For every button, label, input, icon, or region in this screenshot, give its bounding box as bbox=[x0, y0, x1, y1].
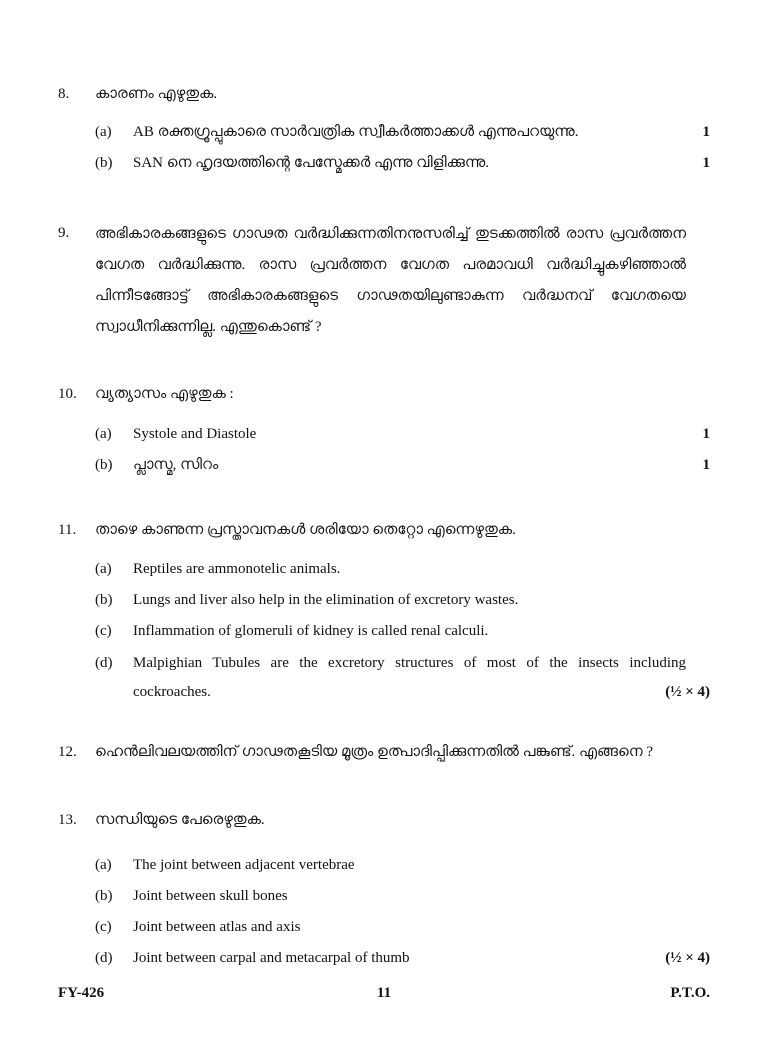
sub-question bbox=[58, 554, 710, 585]
sub-text: SAN നെ ഹൃദയത്തിന്റെ പേസ്മേക്കർ എന്നു വിളിക്കുന്നു. bbox=[133, 155, 490, 171]
question-text: കാരണം എഴുതുക. bbox=[95, 86, 218, 102]
sub-text: AB രക്തഗ്രൂപ്പുകാരെ സാർവത്രിക സ്വീകർത്താക്കൾ എന്നുപറയുന്നു. bbox=[133, 124, 579, 140]
question-12 bbox=[58, 742, 710, 762]
sub-label: (b) bbox=[95, 888, 113, 904]
question-10 bbox=[58, 384, 710, 481]
sub-question bbox=[58, 850, 710, 881]
sub-text: Joint between skull bones bbox=[133, 888, 288, 904]
question-number: 11. bbox=[58, 522, 77, 538]
sub-text: Malpighian Tubules are the excretory structures of most of the insects including cockroaches. bbox=[133, 655, 686, 700]
sub-label: (a) bbox=[95, 561, 112, 577]
sub-label: (b) bbox=[95, 592, 113, 608]
pto-label: P.T.O. bbox=[670, 985, 710, 1001]
marks: (½ × 4) bbox=[665, 950, 710, 966]
question-number: 10. bbox=[58, 386, 77, 402]
sub-label: (d) bbox=[95, 950, 113, 966]
sub-label: (c) bbox=[95, 623, 112, 639]
question-text: ഹെൻലിവലയത്തിന് ഗാഢതകൂടിയ മൂത്രം ഉത്പാദിപ്പിക്കുന്നതിൽ പങ്കുണ്ട്. എങ്ങനെ ? bbox=[95, 744, 654, 760]
question-text: സന്ധിയുടെ പേരെഴുതുക. bbox=[95, 812, 265, 828]
page-number: 11 bbox=[376, 985, 392, 1001]
sub-question bbox=[58, 450, 710, 481]
question-13 bbox=[58, 810, 710, 974]
sub-question bbox=[58, 117, 710, 148]
question-number: 13. bbox=[58, 812, 77, 828]
question-11 bbox=[58, 520, 710, 707]
question-text: വ്യത്യാസം എഴുതുക : bbox=[95, 386, 234, 402]
sub-text: Systole and Diastole bbox=[133, 426, 257, 442]
question-8 bbox=[58, 84, 710, 179]
question-number: 8. bbox=[58, 86, 70, 102]
marks: 1 bbox=[702, 155, 710, 171]
sub-question bbox=[58, 616, 710, 647]
sub-question bbox=[58, 419, 710, 450]
sub-text: പ്ലാസ്മ, സിറം bbox=[133, 457, 219, 473]
sub-question bbox=[58, 912, 710, 943]
sub-label: (a) bbox=[95, 124, 112, 140]
marks: 1 bbox=[702, 124, 710, 140]
sub-question bbox=[58, 881, 710, 912]
marks: (½ × 4) bbox=[665, 684, 710, 700]
sub-label: (a) bbox=[95, 426, 112, 442]
marks: 1 bbox=[702, 457, 710, 473]
sub-question bbox=[58, 649, 710, 707]
sub-text: Reptiles are ammonotelic animals. bbox=[133, 561, 341, 577]
sub-question bbox=[58, 585, 710, 616]
question-number: 12. bbox=[58, 744, 77, 760]
question-text: താഴെ കാണുന്ന പ്രസ്താവനകൾ ശരിയോ തെറ്റോ എന്നെഴുതുക. bbox=[95, 522, 516, 538]
question-number: 9. bbox=[58, 225, 70, 241]
marks: 1 bbox=[702, 426, 710, 442]
sub-label: (b) bbox=[95, 155, 113, 171]
sub-text: Lungs and liver also help in the elimination of excretory wastes. bbox=[133, 592, 519, 608]
sub-text: Joint between carpal and metacarpal of thumb bbox=[133, 950, 410, 966]
question-text: അഭികാരകങ്ങളുടെ ഗാഢത വർദ്ധിക്കുന്നതിനനുസരിച്ച് തുടക്കത്തിൽ രാസ പ്രവർത്തന വേഗത വർദ്ധിക്കുന്നു. രാസ പ്രവർത്തന വേഗത പരമാവധി വർദ്ധിച്ചുകഴിഞ്ഞാൽ പിന്നീടങ്ങോട്ട് അഭികാരകങ്ങളുടെ ഗാഢതയിലുണ്ടാകുന്ന വർദ്ധനവ് വേഗതയെ സ്വാധീനിക്കുന്നില്ല. എന്തുകൊണ്ട് ? bbox=[95, 226, 686, 335]
sub-label: (a) bbox=[95, 857, 112, 873]
sub-text: Joint between atlas and axis bbox=[133, 919, 301, 935]
sub-question bbox=[58, 148, 710, 179]
sub-label: (d) bbox=[95, 655, 113, 671]
sub-text: The joint between adjacent vertebrae bbox=[133, 857, 355, 873]
question-9 bbox=[58, 219, 710, 343]
sub-text: Inflammation of glomeruli of kidney is called renal calculi. bbox=[133, 623, 489, 639]
sub-label: (b) bbox=[95, 457, 113, 473]
sub-label: (c) bbox=[95, 919, 112, 935]
page-footer bbox=[58, 985, 710, 1009]
paper-code: FY-426 bbox=[58, 985, 105, 1001]
sub-question bbox=[58, 943, 710, 974]
